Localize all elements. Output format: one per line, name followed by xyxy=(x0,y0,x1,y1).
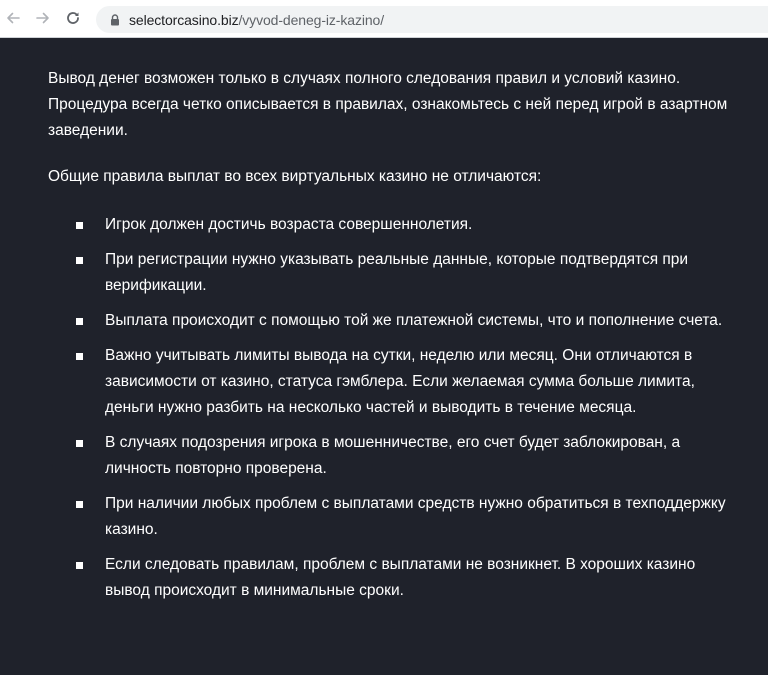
list-item-text: Важно учитывать лимиты вывода на сутки, неделю или месяц. Они отличаются в зависимости от казино, статуса гэмблера. Если желаемая сумма больше лимита, деньги нужно разбить на несколько частей и выводить в течение месяца. xyxy=(105,347,695,416)
back-button[interactable] xyxy=(2,7,24,29)
article-content xyxy=(48,66,748,613)
arrow-left-icon xyxy=(5,10,21,26)
url-host: selectorcasino.biz xyxy=(129,11,239,28)
list-item-text: Выплата происходит с помощью той же платежной системы, что и пополнение счета. xyxy=(105,312,723,329)
rules-list xyxy=(48,212,748,604)
square-bullet-icon xyxy=(76,257,83,264)
list-item-text: Если следовать правилам, проблем с выплатами не возникнет. В хороших казино вывод происходит в минимальные сроки. xyxy=(105,556,696,599)
reload-button[interactable] xyxy=(62,7,84,29)
list-item xyxy=(48,247,748,299)
address-bar[interactable] xyxy=(96,6,768,33)
list-intro-paragraph: Общие правила выплат во всех виртуальных казино не отличаются: xyxy=(48,168,542,185)
square-bullet-icon xyxy=(76,501,83,508)
square-bullet-icon xyxy=(76,440,83,447)
square-bullet-icon xyxy=(76,222,83,229)
arrow-right-icon xyxy=(35,10,51,26)
list-item xyxy=(48,430,748,482)
url-text[interactable] xyxy=(129,12,384,28)
list-item-text: При наличии любых проблем с выплатами средств нужно обратиться в техподдержку казино. xyxy=(105,495,726,538)
list-item-text: При регистрации нужно указывать реальные данные, которые подтвердятся при верификации. xyxy=(105,251,689,294)
forward-button[interactable] xyxy=(32,7,54,29)
list-item-text: В случаях подозрения игрока в мошенничестве, его счет будет заблокирован, а личность повторно проверена. xyxy=(105,434,681,477)
square-bullet-icon xyxy=(76,562,83,569)
square-bullet-icon xyxy=(76,353,83,360)
intro-paragraph: Вывод денег возможен только в случаях полного следования правил и условий казино. Процедура всегда четко описывается в правилах, ознакомьтесь с ней перед игрой в азартном заведении. xyxy=(48,70,728,139)
list-item-text: Игрок должен достичь возраста совершеннолетия. xyxy=(105,216,473,233)
list-item xyxy=(48,308,748,334)
list-item xyxy=(48,552,748,604)
list-item xyxy=(48,491,748,543)
browser-toolbar xyxy=(0,0,768,38)
lock-icon xyxy=(110,14,120,26)
url-path: /vyvod-deneg-iz-kazino/ xyxy=(238,11,385,28)
list-item xyxy=(48,343,748,421)
list-item xyxy=(48,212,748,238)
reload-icon xyxy=(65,10,81,26)
square-bullet-icon xyxy=(76,318,83,325)
